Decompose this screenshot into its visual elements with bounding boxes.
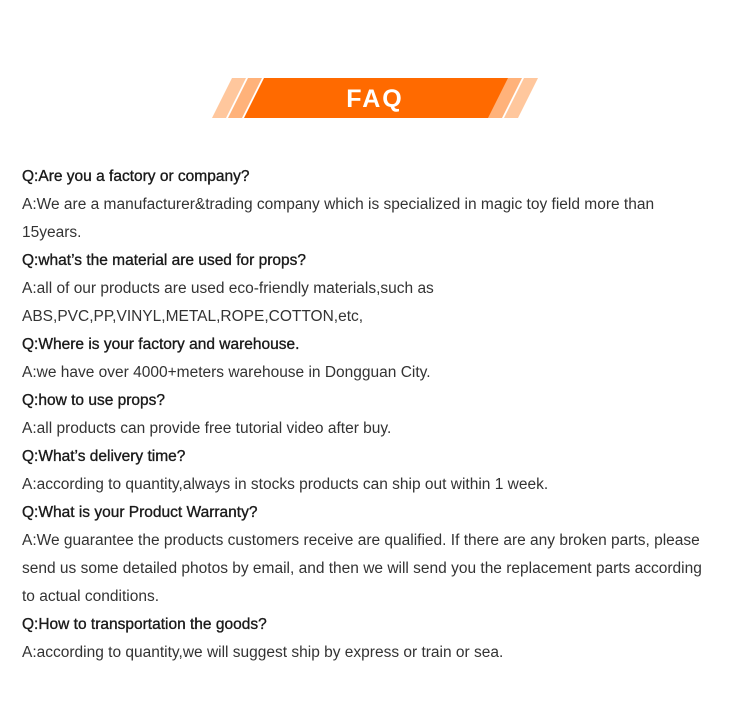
faq-question: Q:What is your Product Warranty? (22, 504, 258, 521)
faq-banner (212, 78, 538, 118)
faq-answer-line: A:according to quantity,we will suggest ship by express or train or sea. (22, 644, 504, 661)
faq-answer-line: A:according to quantity,always in stocks products can ship out within 1 week. (22, 476, 549, 493)
faq-question: Q:Where is your factory and warehouse. (22, 336, 300, 353)
faq-answer-line: A:we have over 4000+meters warehouse in Dongguan City. (22, 364, 431, 381)
faq-answer-line: ABS,PVC,PP,VINYL,METAL,ROPE,COTTON,etc, (22, 308, 364, 325)
faq-answer-line: 15years. (22, 224, 82, 241)
faq-question: Q:What’s delivery time? (22, 448, 186, 465)
faq-answer-line: A:We guarantee the products customers receive are qualified. If there are any broken parts, please (22, 532, 700, 549)
faq-answer-line: send us some detailed photos by email, and then we will send you the replacement parts according (22, 560, 702, 577)
faq-list (22, 163, 728, 667)
faq-question: Q:How to transportation the goods? (22, 616, 267, 633)
faq-answer-line: A:all of our products are used eco-friendly materials,such as (22, 280, 434, 297)
faq-title: FAQ (346, 85, 404, 113)
faq-answer-line: to actual conditions. (22, 588, 160, 605)
faq-answer-line: A:all products can provide free tutorial video after buy. (22, 420, 392, 437)
faq-question: Q:what’s the material are used for props? (22, 252, 307, 269)
faq-question: Q:Are you a factory or company? (22, 168, 250, 185)
faq-answer-line: A:We are a manufacturer&trading company which is specialized in magic toy field more than (22, 196, 655, 213)
faq-question: Q:how to use props? (22, 392, 166, 409)
